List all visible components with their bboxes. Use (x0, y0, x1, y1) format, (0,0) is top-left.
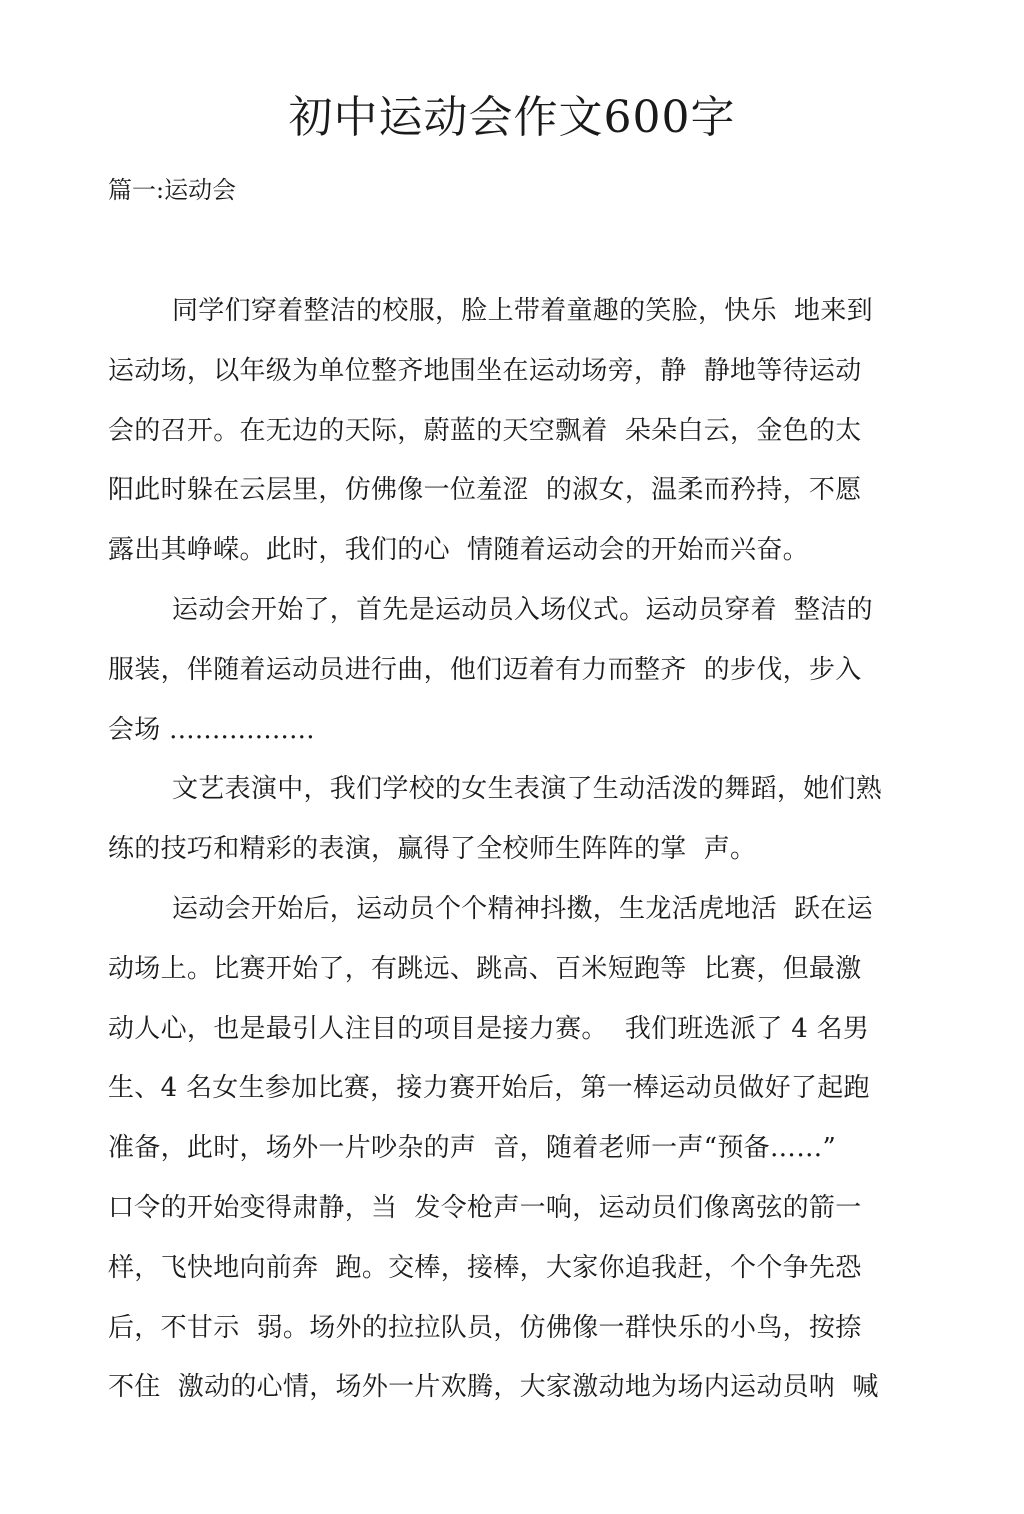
text-line: 同学们穿着整洁的校服，脸上带着童趣的笑脸，快乐 地来到 (172, 296, 873, 326)
text-line: 后，不甘示 弱。场外的拉拉队员，仿佛像一群快乐的小鸟，按捺 (108, 1312, 862, 1343)
text-line: 练的技巧和精彩的表演，赢得了全校师生阵阵的掌 声。 (108, 834, 757, 865)
text-line: 运动会开始了，首先是运动员入场仪式。运动员穿着 整洁的 (172, 594, 873, 625)
text-line: 运动场，以年级为单位整齐地围坐在运动场旁，静 静地等待运动 (108, 355, 862, 386)
text-line: 样，飞快地向前奔 跑。交棒，接棒，大家你追我赶，个个争先恐 (108, 1252, 862, 1283)
text-line: 服装，伴随着运动员进行曲，他们迈着有力而整齐 的步伐，步入 (108, 654, 862, 685)
text-line: 运动会开始后，运动员个个精神抖擞，生龙活虎地活 跃在运 (172, 893, 873, 924)
text-line: 文艺表演中，我们学校的女生表演了生动活泼的舞蹈，她们熟 (172, 774, 883, 805)
text-line: 会场 ................. (108, 714, 315, 745)
document-title: 初中运动会作文600字 (288, 92, 736, 143)
essay-body (108, 282, 928, 1418)
text-line: 动场上。比赛开始了，有跳远、跳高、百米短跑等 比赛，但最激 (108, 953, 862, 984)
text-line: 不住 激动的心情，场外一片欢腾，大家激动地为场内运动员呐 喊 (108, 1372, 879, 1403)
text-line: 口令的开始变得肃静，当 发令枪声一响，运动员们像离弦的箭一 (108, 1192, 862, 1223)
text-line: 生、4 名女生参加比赛，接力赛开始后，第一棒运动员做好了起跑 (108, 1073, 870, 1104)
text-line: 准备，此时，场外一片吵杂的声 音，随着老师一声“预备……” (108, 1133, 837, 1164)
section-heading: 篇一:运动会 (108, 176, 237, 204)
text-line: 会的召开。在无边的天际，蔚蓝的天空飘着 朵朵白云，金色的太 (108, 415, 862, 446)
text-line: 露出其峥嵘。此时，我们的心 情随着运动会的开始而兴奋。 (108, 535, 809, 566)
text-line: 动人心，也是最引人注目的项目是接力赛。 我们班选派了 4 名男 (108, 1013, 870, 1044)
text-line: 阳此时躲在云层里，仿佛像一位羞涩 的淑女，温柔而矜持，不愿 (108, 475, 862, 506)
